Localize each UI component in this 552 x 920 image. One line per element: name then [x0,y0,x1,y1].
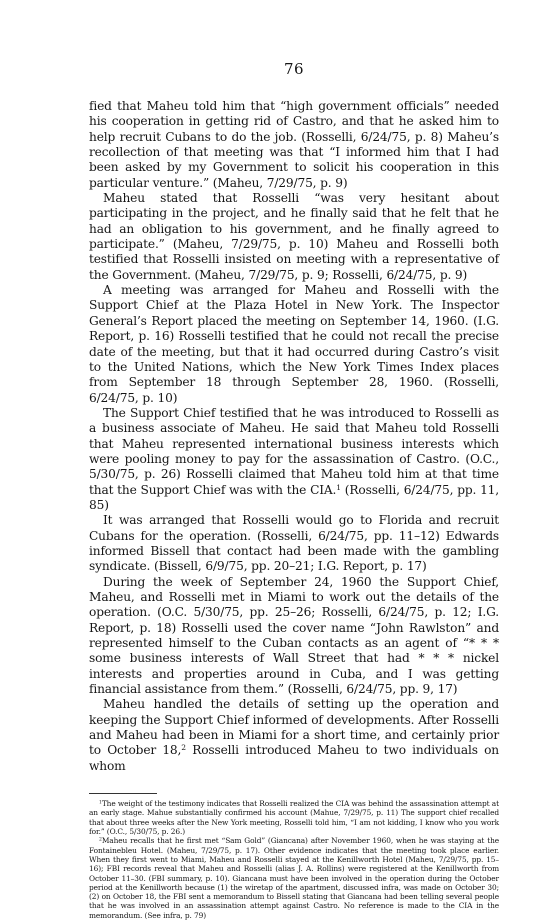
paragraph-4-text: The Support Chief testified that he was introduced to Rosselli as a business associate of Maheu. He said that Maheu told Rosselli that Maheu represented international business interests which were pooling money to pay for the assassination of Castro. (O.C., 5/30/75, p. 26) Rosselli claimed that Maheu told him at that time that the Support Chief was with the CIA. [89,405,499,497]
paragraph-6: During the week of September 24, 1960 the Support Chief, Maheu, and Rosselli met in Miami to work out the details of the operation. (O.C. 5/30/75, pp. 25–26; Rosselli, 6/24/75, p. 12; I.G. Report, p. 18) Rosselli used the cover name “John Rawlston” and represented himself to the Cuban contacts as an agent of “* * * some business interests of Wall Street that had * * * nickel interests and properties around in Cuba, and I was getting financial assistance from them.” (Rosselli, 6/24/75, pp. 9, 17) [89,574,499,697]
paragraph-4 [89,406,499,513]
footnote-ref-2: 2 [181,743,186,753]
document-page [89,60,499,920]
page-number: 76 [283,60,305,78]
paragraph-3: A meeting was arranged for Maheu and Rosselli with the Support Chief at the Plaza Hotel in New York. The Inspector General’s Report placed the meeting on September 14, 1960. (I.G. Report, p. 16) Rosselli testified that he could not recall the precise date of the meeting, but that it had occurred during Castro’s visit to the United Nations, which the New York Times Index places from September 18 through September 28, 1960. (Rosselli, 6/24/75, p. 10) [89,283,499,405]
footnotes [89,799,499,920]
footnote-2 [89,836,499,920]
footnote-1-text: The weight of the testimony indicates that Rosselli realized the CIA was behind the assassination attempt at an early stage. Mahue substantially confirmed his account (Mahue, 7/29/75, p. 11) The support chief recalled that about three weeks after the New York meeting, Rosselli told him, “I am not kidding, I know who you work for.” (O.C., 5/30/75, p. 26.) [89,799,499,837]
paragraph-1: fied that Maheu told him that “high government officials” needed his cooperation in getting rid of Castro, and that he asked him to help recruit Cubans to do the job. (Rosselli, 6/24/75, p. 8) Maheu’s recollection of that meeting was that “I informed him that I had been asked by my Government to solicit his cooperation in this particular venture.” (Maheu, 7/29/75, p. 9) [89,99,499,190]
footnote-2-text: Maheu recalls that he first met “Sam Gold” (Giancana) after November 1960, when he was staying at the Fontainebleu Hotel. (Maheu, 7/29/75, p. 17). Other evidence indicates that the meeting took place earlier. When they first went to Miami, Maheu and Rosselli stayed at the Kenillworth Hotel (Maheu, 7/29/75, pp. 15–16); FBI records reveal that Maheu and Rosselli (alias J. A. Rollins) were registered at the Kenillworth from October 11–30. (FBI summary, p. 10). Giancana must have been involved in the operation during the October period at the Kenillworth because (1) the wiretap of the apartment, discussed infra, was made on October 30; (2) on October 18, the FBI sent a memorandum to Bissell stating that Giancana had been telling several people that he was involved in an assassination attempt against Castro. No reference is made to the CIA in the memorandum. (See infra, p. 79) [89,836,499,920]
body-text [89,99,499,774]
paragraph-7 [89,697,499,774]
paragraph-7-text-after: Rosselli introduced Maheu to two individuals on whom [89,743,499,773]
footnote-ref-1: 1 [336,482,341,492]
paragraph-2: Maheu stated that Rosselli “was very hesitant about participating in the project, and he finally said that he felt that he had an obligation to his government, and he finally agreed to participate.” (Maheu, 7/29/75, p. 10) Maheu and Rosselli both testified that Rosselli insisted on meeting with a representative of the Government. (Maheu, 7/29/75, p. 9; Rosselli, 6/24/75, p. 9) [89,191,499,282]
footnote-1 [89,799,499,836]
footnote-divider [89,793,157,794]
paragraph-7-text: Maheu handled the details of setting up the operation and keeping the Support Chief informed of developments. After Rosselli and Maheu had been in Miami for a short time, and certainly prior to October 18, [89,697,499,758]
paragraph-5: It was arranged that Rosselli would go to Florida and recruit Cubans for the operation. (Rosselli, 6/24/75, pp. 11–12) Edwards informed Bissell that contact had been made with the gambling syndicate. (Bissell, 6/9/75, pp. 20–21; I.G. Report, p. 17) [89,513,499,574]
footnote-marker-1: 1 [99,800,102,806]
paragraph-4-text-after: (Rosselli, 6/24/75, pp. 11, 85) [89,482,500,512]
footnote-marker-2: 2 [99,837,102,843]
